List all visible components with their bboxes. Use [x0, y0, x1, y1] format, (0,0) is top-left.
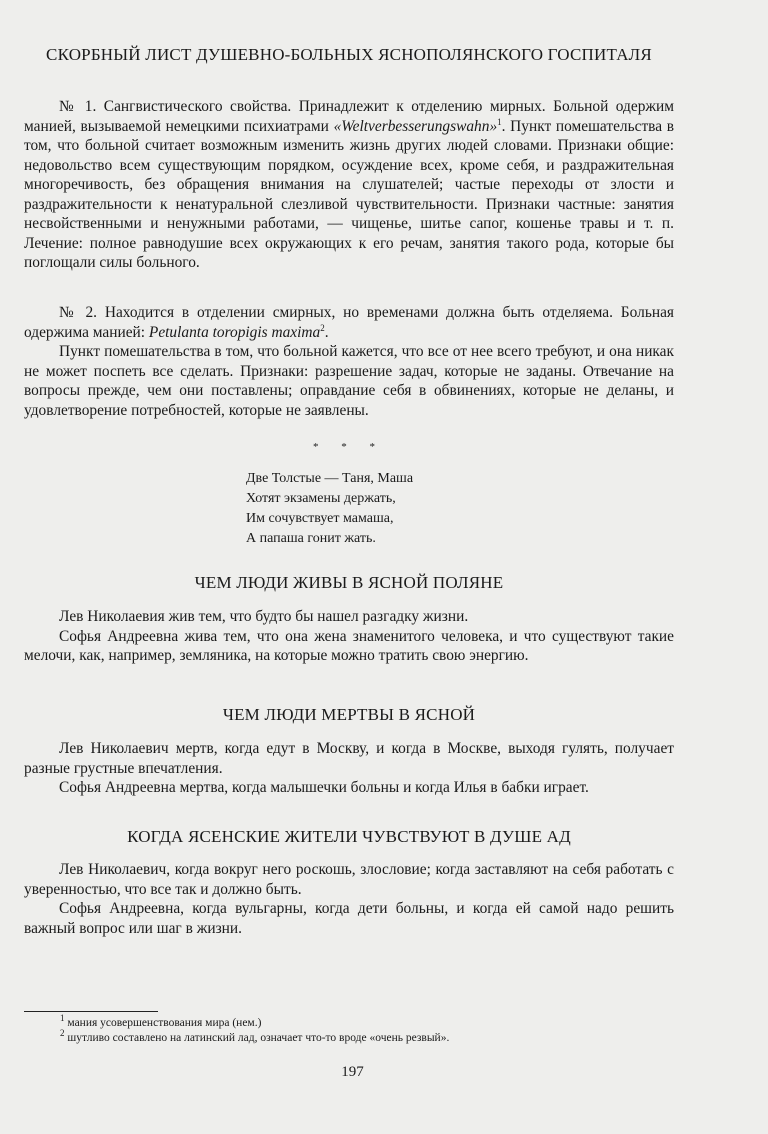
section-3-paragraph-2: Софья Андреевна, когда вульгарны, когда дети больны, и когда ей самой надо решить важный вопрос или шаг в жизни.: [24, 900, 674, 937]
case-1-intro: № 1. Сангвистического свойства. Принадлежит к отделению мирных. Больной одержим манией, вызываемой немецкими психиатрами: [24, 98, 674, 135]
document-title-block: [24, 44, 674, 65]
section-1: [24, 572, 674, 593]
case-2-term: Petulanta toropigis maxima: [148, 323, 321, 341]
case-1-term: «Weltverbesserungswahn»: [333, 117, 498, 135]
footnote-2: [60, 1028, 450, 1046]
section-3-body: [24, 860, 674, 938]
footnote-ref-2: 2: [320, 322, 325, 333]
case-2: [24, 303, 674, 420]
footnote-2-text: шутливо составлено на латинский лад, означает что-то вроде «очень резвый».: [67, 1032, 450, 1044]
section-2-paragraph-1: Лев Николаевич мертв, когда едут в Москву, и когда в Москве, выходя гулять, получает разные грустные впечатления.: [24, 740, 674, 777]
poem-line: А папаша гонит жать.: [246, 531, 376, 546]
section-3-title: КОГДА ЯСЕНСКИЕ ЖИТЕЛИ ЧУВСТВУЮТ В ДУШЕ АД: [127, 827, 571, 846]
section-2-paragraph-2: Софья Андреевна мертва, когда малышечки больны и когда Илья в бабки играет.: [59, 779, 589, 796]
case-1: [24, 97, 674, 273]
footnote-1: [60, 1013, 262, 1031]
section-1-paragraph-2: Софья Андреевна жива тем, что она жена знаменитого человека, и что существуют такие мелочи, как, например, земляника, на которые можно тратить свою энергию.: [24, 627, 674, 664]
section-2-title: ЧЕМ ЛЮДИ МЕРТВЫ В ЯСНОЙ: [222, 705, 476, 724]
footnote-ref-1: 1: [497, 116, 502, 127]
case-2-period: .: [324, 323, 329, 341]
section-3: [24, 826, 674, 847]
case-2-paragraph: [24, 303, 674, 342]
section-2: [24, 704, 674, 725]
section-2-body: [24, 739, 674, 798]
section-1-body: [24, 607, 674, 666]
section-1-title: ЧЕМ ЛЮДИ ЖИВЫ В ЯСНОЙ ПОЛЯНЕ: [194, 573, 504, 592]
page-number: 197: [341, 1064, 364, 1080]
section-1-paragraph-1: Лев Николаевия жив тем, что будто бы нашел разгадку жизни.: [59, 608, 469, 625]
poem-line: Хотят экзамены держать,: [246, 491, 396, 506]
document-title: СКОРБНЫЙ ЛИСТ ДУШЕВНО-БОЛЬНЫХ ЯСНОПОЛЯНСКОГО ГОСПИТАЛЯ: [46, 45, 652, 64]
footnote-1-text: мания усовершенствования мира (нем.): [67, 1017, 262, 1029]
footnote-1-mark: 1: [60, 1013, 65, 1024]
case-1-body: . Пункт помешательства в том, что больной считает возможным изменить жизнь других людей словами. Признаки общие: недовольство всем существующим порядком, осуждение всех, кроме себя, и раздражительная многоречивость, без обращения внимания на слушателей; частые переходы от злости и раздражительности к ненатуральной слезливой чувствительности. Признаки частные: занятия несвойственными и ненужными работами, — чищенье, шитье сапог, кошенье травы и т. п. Лечение: полное равнодушие всех окружающих к его речам, занятия такого рода, которые бы поглощали силы больного.: [24, 117, 674, 271]
case-1-paragraph: [24, 97, 674, 273]
footnote-divider: [24, 1011, 158, 1012]
section-3-paragraph-1: Лев Николаевич, когда вокруг него роскошь, злословие; когда заставляют на себя работать с уверенностью, что все так и должно быть.: [24, 861, 674, 898]
poem-line: Две Толстые — Таня, Маша: [246, 471, 414, 486]
footnote-2-mark: 2: [60, 1028, 65, 1039]
section-separator: * * *: [313, 441, 385, 453]
case-2-intro: № 2. Находится в отделении смирных, но временами должна быть отделяема. Больная одержима манией:: [24, 304, 674, 341]
poem-line: Им сочувствует мамаша,: [246, 511, 394, 526]
poem: [246, 469, 413, 549]
case-2-paragraph-2: Пункт помешательства в том, что больной кажется, что все от нее всего требуют, и она никак не может поспеть все сделать. Признаки: разрешение задач, которые не заданы. Отвечание на вопросы прежде, чем они поставлены; оправдание себя в обвинениях, которые не деланы, и удовлетворение потребностей, которые не заявлены.: [24, 343, 674, 419]
